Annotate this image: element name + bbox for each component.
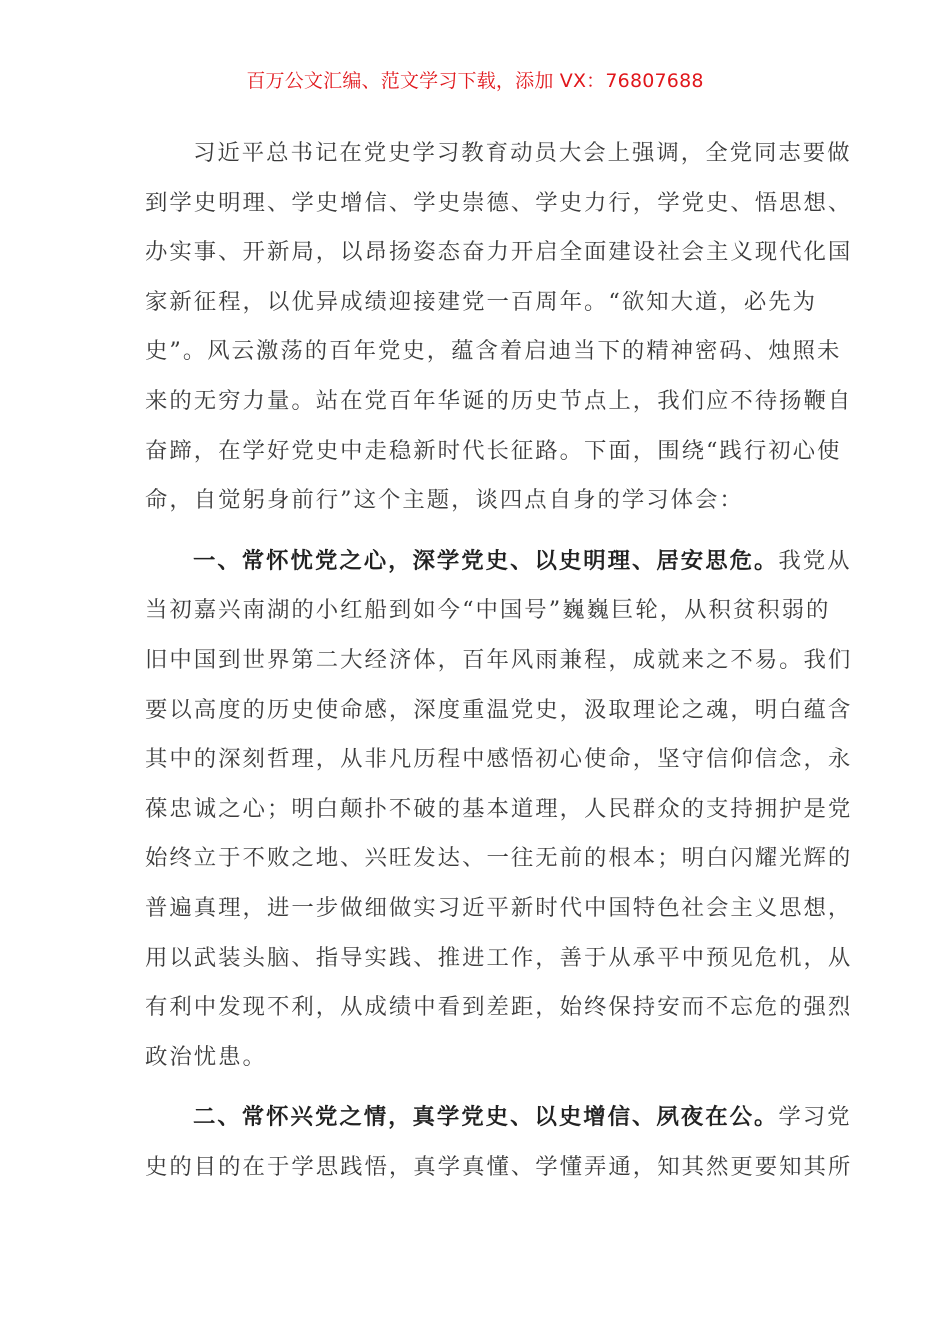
- paragraph-gap: [145, 531, 810, 542]
- document-body: [145, 134, 853, 1197]
- text-line: [145, 1098, 852, 1148]
- text-line: 命，自觉躬身前行”这个主题，谈四点自身的学习体会：: [145, 487, 744, 514]
- text-line: [145, 542, 852, 592]
- text-line: 办实事、开新局，以昂扬姿态奋力开启全面建设社会主义现代化国: [145, 239, 853, 266]
- text-fragment: 学习党: [778, 1104, 852, 1131]
- text-line: 史的目的在于学思践悟，真学真懂、学懂弄通，知其然更要知其所: [145, 1153, 853, 1180]
- text-line: 家新征程，以优异成绩迎接建党一百周年。“欲知大道，必先为: [145, 288, 817, 315]
- section-2-paragraph: [145, 1098, 853, 1197]
- section-1-paragraph: [145, 542, 853, 1088]
- text-line: 奋蹄，在学好党史中走稳新时代长征路。下面，围绕“践行初心使: [145, 437, 842, 464]
- section-1-heading: 一、常怀忧党之心，深学党史、以史明理、居安思危。: [193, 547, 779, 574]
- text-line: 普遍真理，进一步做细做实习近平新时代中国特色社会主义思想，: [145, 894, 853, 921]
- section-2-heading: 二、常怀兴党之情，真学党史、以史增信、夙夜在公。: [193, 1104, 779, 1131]
- paragraph-gap: [145, 1087, 810, 1098]
- text-line: 要以高度的历史使命感，深度重温党史，汲取理论之魂，明白蕴含: [145, 696, 853, 723]
- text-line: 有利中发现不利，从成绩中看到差距，始终保持安而不忘危的强烈: [145, 994, 853, 1021]
- text-line: 其中的深刻哲理，从非凡历程中感悟初心使命，坚守信仰信念，永: [145, 746, 853, 773]
- watermark-header: 百万公文汇编、范文学习下载，添加 VX：76807688: [246, 70, 704, 92]
- text-line: 来的无穷力量。站在党百年华诞的历史节点上，我们应不待扬鞭自: [145, 387, 853, 414]
- text-line: 始终立于不败之地、兴旺发达、一往无前的根本；明白闪耀光辉的: [145, 845, 853, 872]
- text-line: 政治忧患。: [145, 1043, 267, 1070]
- text-line: 旧中国到世界第二大经济体，百年风雨兼程，成就来之不易。我们: [145, 646, 853, 673]
- text-line: 到学史明理、学史增信、学史崇德、学史力行，学党史、悟思想、: [145, 189, 853, 216]
- text-line: 习近平总书记在党史学习教育动员大会上强调，全党同志要做: [193, 140, 852, 166]
- text-line: 用以武装头脑、指导实践、推进工作，善于从承平中预见危机，从: [145, 944, 853, 971]
- intro-paragraph: [145, 134, 853, 531]
- text-fragment: 我党从: [778, 547, 852, 574]
- text-line: 当初嘉兴南湖的小红船到如今“中国号”巍巍巨轮，从积贫积弱的: [145, 597, 831, 624]
- text-line: 史”。风云激荡的百年党史，蕴含着启迪当下的精神密码、烛照未: [145, 338, 842, 365]
- text-line: 葆忠诚之心；明白颠扑不破的基本道理，人民群众的支持拥护是党: [145, 795, 853, 822]
